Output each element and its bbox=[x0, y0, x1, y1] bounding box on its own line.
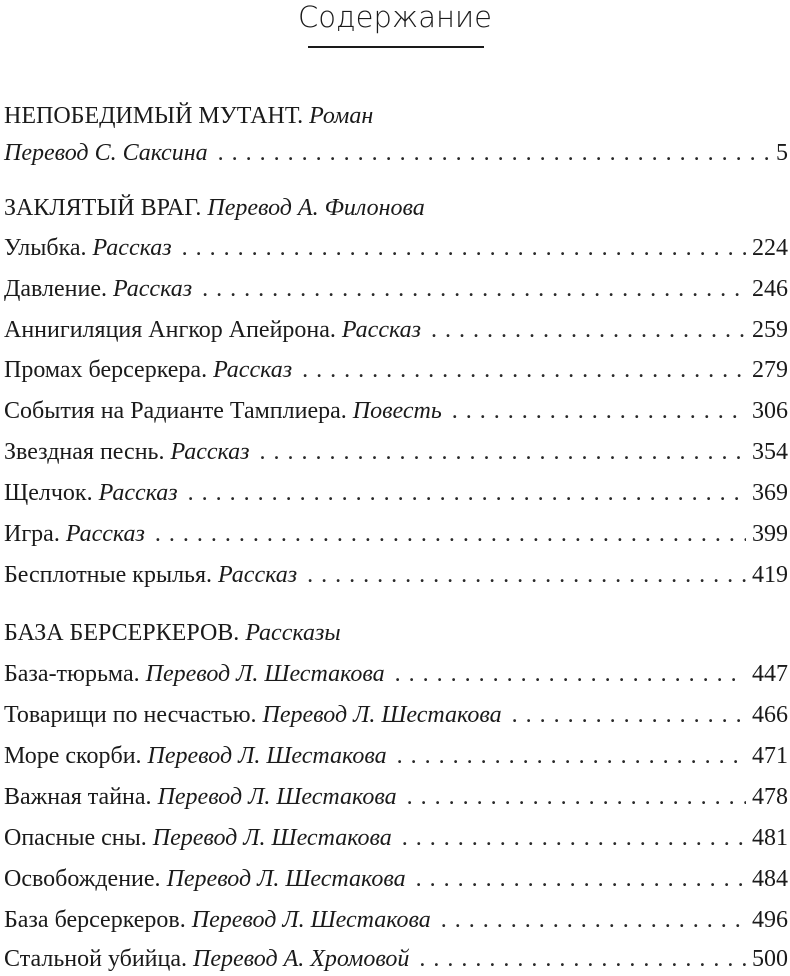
toc-entry[interactable] bbox=[4, 478, 788, 508]
section-heading-note: Перевод А. Филонова bbox=[207, 195, 425, 221]
entry-page: 369 bbox=[752, 480, 788, 506]
entry-note: Рассказ bbox=[92, 235, 172, 261]
leader-dots bbox=[188, 478, 746, 508]
title-underline bbox=[308, 46, 484, 48]
entry-page: 306 bbox=[752, 398, 788, 424]
toc-entry[interactable] bbox=[4, 823, 788, 853]
leader-dots bbox=[182, 233, 746, 263]
section-heading bbox=[4, 618, 788, 648]
toc-entry[interactable] bbox=[4, 437, 788, 467]
entry-note: Перевод Л. Шестакова bbox=[152, 825, 392, 851]
leader-dots bbox=[512, 700, 746, 730]
entry-page: 279 bbox=[752, 357, 788, 383]
entry-title: Стальной убийца. bbox=[4, 946, 188, 972]
section-heading-name: ЗАКЛЯТЫЙ ВРАГ. bbox=[4, 195, 202, 221]
toc-entry[interactable] bbox=[4, 315, 788, 345]
entry-page: 478 bbox=[752, 784, 788, 810]
entry-page: 399 bbox=[752, 521, 788, 547]
leader-dots bbox=[307, 560, 746, 590]
entry-title: Перевод С. Саксина bbox=[4, 140, 208, 166]
entry-title: Бесплотные крылья. bbox=[4, 562, 213, 588]
leader-dots bbox=[395, 659, 746, 689]
entry-note: Перевод Л. Шестакова bbox=[262, 702, 502, 728]
toc-entry[interactable] bbox=[4, 782, 788, 812]
entry-note: Рассказ bbox=[113, 276, 193, 302]
entry-title: Звездная песнь. bbox=[4, 439, 165, 465]
section-heading-name: НЕПОБЕДИМЫЙ МУТАНТ. bbox=[4, 103, 304, 129]
entry-page: 246 bbox=[752, 276, 788, 302]
toc-entry[interactable] bbox=[4, 396, 788, 426]
toc-entry[interactable] bbox=[4, 233, 788, 263]
leader-dots bbox=[416, 864, 746, 894]
entry-page: 496 bbox=[752, 907, 788, 933]
leader-dots bbox=[397, 741, 746, 771]
toc-entry[interactable] bbox=[4, 519, 788, 549]
leader-dots bbox=[202, 274, 746, 304]
entry-title: Товарищи по несчастью. bbox=[4, 702, 257, 728]
entry-note: Перевод Л. Шестакова bbox=[191, 907, 431, 933]
leader-dots bbox=[218, 138, 770, 168]
entry-page: 447 bbox=[752, 661, 788, 687]
entry-title: Море скорби. bbox=[4, 743, 142, 769]
toc-entry[interactable] bbox=[4, 274, 788, 304]
entry-page: 484 bbox=[752, 866, 788, 892]
entry-page: 5 bbox=[776, 140, 788, 166]
entry-note: Рассказ bbox=[218, 562, 298, 588]
toc-entry[interactable] bbox=[4, 138, 788, 168]
entry-title: База-тюрьма. bbox=[4, 661, 140, 687]
toc-entry[interactable] bbox=[4, 944, 788, 974]
entry-note: Перевод Л. Шестакова bbox=[147, 743, 387, 769]
toc-entry[interactable] bbox=[4, 864, 788, 894]
section-heading bbox=[4, 193, 788, 223]
leader-dots bbox=[155, 519, 746, 549]
entry-title: Промах берсеркера. bbox=[4, 357, 208, 383]
entry-note: Рассказ bbox=[213, 357, 293, 383]
entry-note: Перевод Л. Шестакова bbox=[166, 866, 406, 892]
entry-page: 500 bbox=[752, 946, 788, 972]
leader-dots bbox=[302, 355, 746, 385]
entry-page: 481 bbox=[752, 825, 788, 851]
leader-dots bbox=[407, 782, 746, 812]
entry-page: 224 bbox=[752, 235, 788, 261]
entry-page: 419 bbox=[752, 562, 788, 588]
entry-page: 471 bbox=[752, 743, 788, 769]
leader-dots bbox=[431, 315, 746, 345]
entry-note: Перевод Л. Шестакова bbox=[145, 661, 385, 687]
toc-entry[interactable] bbox=[4, 700, 788, 730]
entry-title: Аннигиляция Ангкор Апейрона. bbox=[4, 317, 336, 343]
entry-page: 259 bbox=[752, 317, 788, 343]
leader-dots bbox=[402, 823, 746, 853]
leader-dots bbox=[441, 905, 746, 935]
leader-dots bbox=[452, 396, 746, 426]
entry-title: События на Радианте Тамплиера. bbox=[4, 398, 347, 424]
toc-entry[interactable] bbox=[4, 741, 788, 771]
entry-title: Важная тайна. bbox=[4, 784, 152, 810]
entry-title: Освобождение. bbox=[4, 866, 161, 892]
entry-title: Давление. bbox=[4, 276, 108, 302]
entry-note: Рассказ bbox=[341, 317, 421, 343]
entry-title: Игра. bbox=[4, 521, 60, 547]
leader-dots bbox=[419, 944, 746, 974]
entry-note: Рассказ bbox=[170, 439, 250, 465]
entry-title: Щелчок. bbox=[4, 480, 93, 506]
toc-entry[interactable] bbox=[4, 659, 788, 689]
entry-note: Рассказ bbox=[65, 521, 145, 547]
entry-title: Улыбка. bbox=[4, 235, 87, 261]
section-heading-note: Роман bbox=[309, 103, 374, 129]
toc-entry[interactable] bbox=[4, 355, 788, 385]
toc-entry[interactable] bbox=[4, 905, 788, 935]
toc-entry[interactable] bbox=[4, 560, 788, 590]
page-title: Содержание bbox=[298, 0, 492, 34]
entry-page: 354 bbox=[752, 439, 788, 465]
section-heading bbox=[4, 101, 788, 131]
entry-title: База берсеркеров. bbox=[4, 907, 186, 933]
entry-note: Повесть bbox=[352, 398, 442, 424]
entry-note: Перевод А. Хромовой bbox=[193, 946, 410, 972]
leader-dots bbox=[260, 437, 746, 467]
entry-note: Рассказ bbox=[98, 480, 178, 506]
entry-title: Опасные сны. bbox=[4, 825, 147, 851]
entry-note: Перевод Л. Шестакова bbox=[157, 784, 397, 810]
section-heading-note: Рассказы bbox=[245, 620, 341, 646]
section-heading-name: БАЗА БЕРСЕРКЕРОВ. bbox=[4, 620, 240, 646]
entry-page: 466 bbox=[752, 702, 788, 728]
